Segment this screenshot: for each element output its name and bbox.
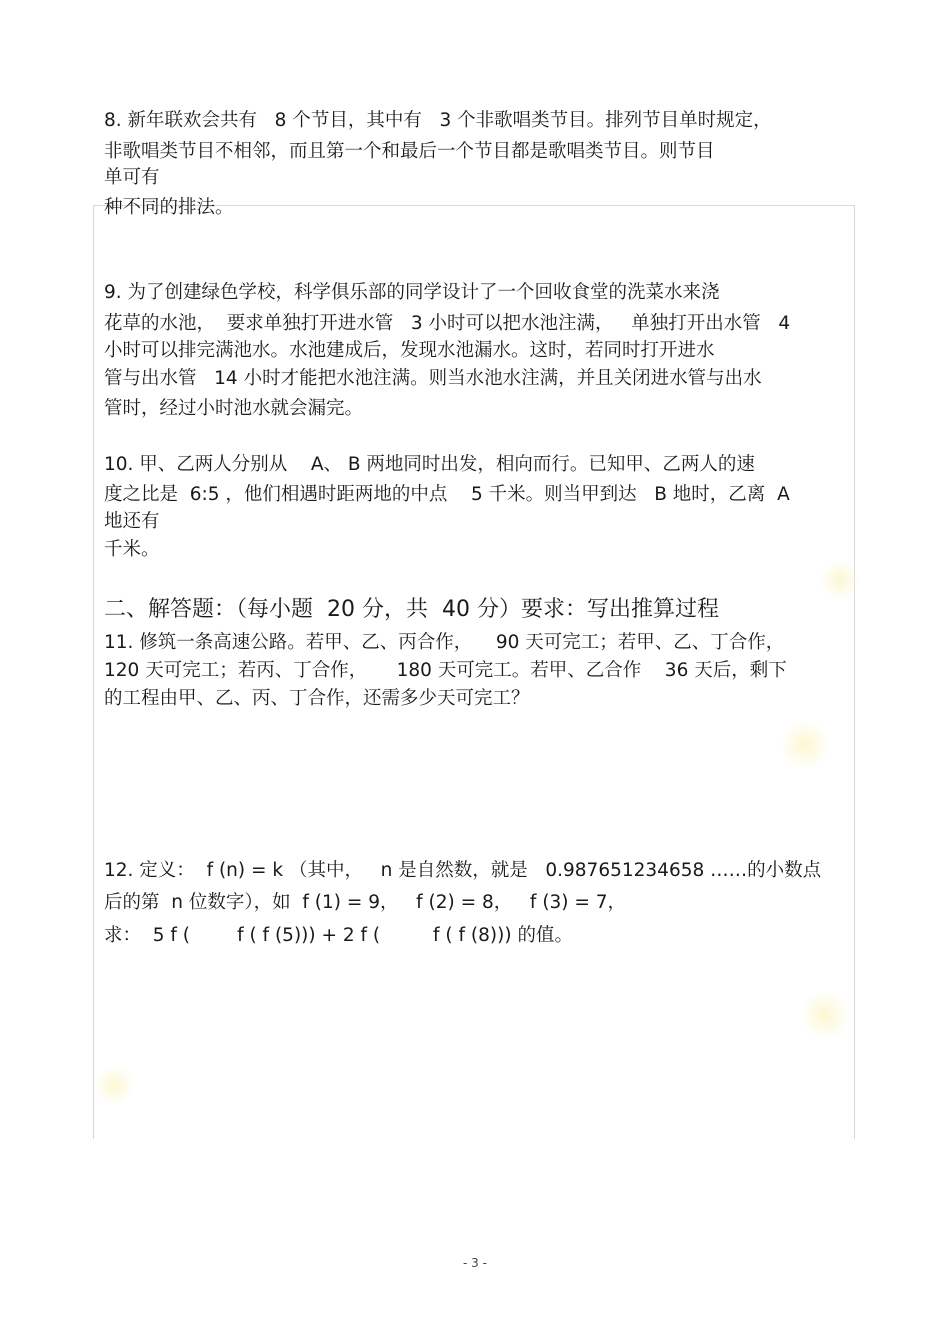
q11-line-1: 11. 修筑一条高速公路。若甲、乙、丙合作， 90 天可完工；若甲、乙、丁合作， [104, 632, 785, 653]
q10-line-4: 千米。 [104, 539, 160, 560]
q8-line-2: 非歌唱类节目不相邻，而且第一个和最后一个节目都是歌唱类节目。则节目 [104, 141, 715, 162]
watermark-dot [820, 560, 860, 600]
q9-line-5: 管时，经过小时池水就会漏完。 [104, 398, 364, 419]
q8-line-1: 8. 新年联欢会共有 8 个节目，其中有 3 个非歌唱类节目。排列节目单时规定， [104, 110, 772, 131]
page-number: - 3 - [463, 1256, 487, 1270]
q9-line-1: 9. 为了创建绿色学校，科学俱乐部的同学设计了一个回收食堂的洗菜水来浇 [104, 282, 720, 303]
watermark-dot [800, 990, 850, 1040]
q12-line-2: 后的第 n 位数字），如 f (1) = 9， f (2) = 8， f (3) = 7， [104, 892, 627, 913]
q11-line-3: 的工程由甲、乙、丙、丁合作，还需多少天可完工？ [104, 688, 530, 709]
q11-line-2: 120 天可完工；若丙、丁合作， 180 天可完工。若甲、乙合作 36 天后，剩下 [104, 660, 787, 681]
watermark-dot [780, 720, 830, 770]
q8-line-3: 单可有 [104, 167, 160, 188]
watermark-dot [95, 1065, 135, 1105]
q9-line-2: 花草的水池， 要求单独打开进水管 3 小时可以把水池注满， 单独打开出水管 4 [104, 313, 791, 334]
q8-line-4: 种不同的排法。 [104, 197, 234, 218]
q12-line-3: 求： 5 f ( f ( f (5))) + 2 f ( f ( f (8))) 的值。 [104, 925, 573, 946]
q9-line-4: 管与出水管 14 小时才能把水池注满。则当水池水注满，并且关闭进水管与出水 [104, 368, 762, 389]
section-heading: 二、解答题：（每小题 20 分，共 40 分）要求：写出推算过程 [104, 597, 719, 622]
q9-line-3: 小时可以排完满池水。水池建成后，发现水池漏水。这时，若同时打开进水 [104, 340, 715, 361]
q10-line-3: 地还有 [104, 511, 160, 532]
q10-line-2: 度之比是 6:5 ，他们相遇时距两地的中点 5 千米。则当甲到达 B 地时，乙离 A [104, 484, 790, 505]
q10-line-1: 10. 甲、乙两人分别从 A、 B 两地同时出发，相向而行。已知甲、乙两人的速 [104, 454, 755, 475]
q12-line-1: 12. 定义： f (n) = k （其中， n 是自然数，就是 0.987651234658 ……的小数点 [104, 860, 822, 881]
